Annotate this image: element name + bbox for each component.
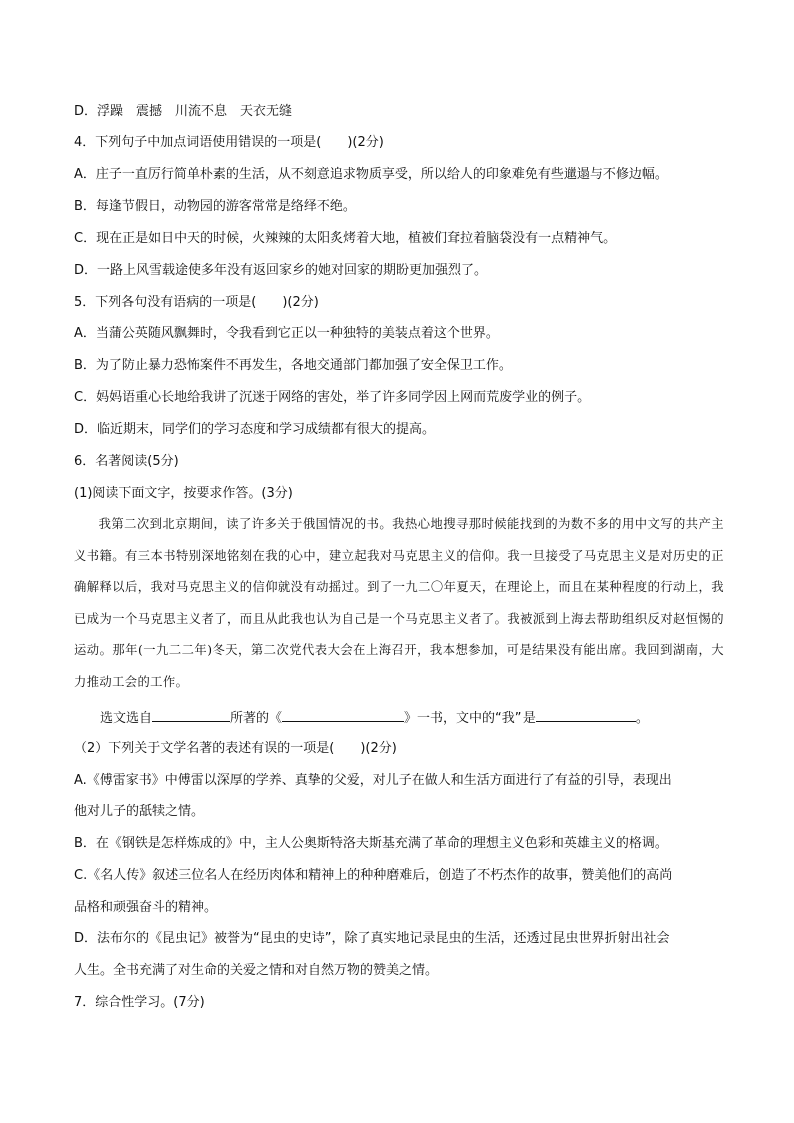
q6-part2-stem: （2）下列关于文学名著的表述有误的一项是( )(2分)	[74, 741, 397, 756]
q6-part2-option-d-line1: D．法布尔的《昆虫记》被誉为“昆虫的史诗”，除了真实地记录昆虫的生活，还透过昆虫世界折射出社会	[74, 931, 670, 946]
q6-part2-option-c-line2: 品格和顽强奋斗的精神。	[74, 900, 218, 915]
q3-option-d: D．浮躁 震撼 川流不息 天衣无缝	[74, 104, 293, 119]
fill-text-3: 》一书，文中的	[404, 711, 496, 726]
q6-part2-option-a-line1: A.《傅雷家书》中傅雷以深厚的学养、真挚的父爱，对儿子在做人和生活方面进行了有益的引导，表现出	[74, 773, 672, 788]
q7-stem: 7．综合性学习。(7分)	[74, 995, 205, 1010]
q6-part2-option-b: B．在《钢铁是怎样炼成的》中，主人公奥斯特洛夫斯基充满了革命的理想主义色彩和英雄主义的格调。	[74, 836, 668, 851]
fill-text-4: “我”	[495, 711, 522, 726]
q5-stem: 5．下列各句没有语病的一项是( )(2分)	[74, 295, 319, 310]
narrator-blank[interactable]	[536, 707, 636, 722]
q6-part2-option-c-line1: C.《名人传》叙述三位名人在经历肉体和精神上的种种磨难后，创造了不朽杰作的故事，赞美他们的高尚	[74, 868, 673, 883]
q4-option-a: A．庄子一直厉行简单朴素的生活，从不刻意追求物质享受，所以给人的印象难免有些邋遢与不修边幅。	[74, 167, 668, 182]
book-title-blank[interactable]	[282, 707, 404, 722]
fill-text-2: 所著的《	[230, 711, 283, 726]
q5-option-c: C．妈妈语重心长地给我讲了沉迷于网络的害处，举了许多同学因上网而荒废学业的例子。	[74, 390, 591, 405]
q6-stem: 6．名著阅读(5分)	[74, 454, 179, 469]
q4-option-c: C．现在正是如日中天的时候，火辣辣的太阳炙烤着大地，植被们耷拉着脑袋没有一点精神气。	[74, 231, 617, 246]
q6-part1-stem: (1)阅读下面文字，按要求作答。(3分)	[74, 486, 293, 501]
reading-passage: 我第二次到北京期间，读了许多关于俄国情况的书。我热心地搜寻那时候能找到的为数不多的用中文写的共产主义书籍。有三本书特别深地铭刻在我的心中，建立起我对马克思主义的信仰。我一旦接受了马克思主义是对历史的正确解释以后，我对马克思主义的信仰就没有动摇过。到了一九二〇年夏天，在理论上，而且在某种程度的行动上，我已成为一个马克思主义者了，而且从此我也认为自己是一个马克思主义者了。我被派到上海去帮助组织反对赵恒惕的运动。那年(一九二二年)冬天，第二次党代表大会在上海召开，我本想参加，可是结果没有能出席。我回到湖南，大力推动工会的工作。	[74, 517, 724, 689]
q4-option-d: D．一路上风雪载途使多年没有返回家乡的她对回家的期盼更加强烈了。	[74, 263, 488, 278]
q5-option-d: D．临近期末，同学们的学习态度和学习成绩都有很大的提高。	[74, 422, 436, 437]
q6-part2-option-d-line2: 人生。全书充满了对生命的关爱之情和对自然万物的赞美之情。	[74, 963, 439, 978]
fill-text-6: 。	[635, 711, 649, 726]
q6-part2-option-a-line2: 他对儿子的舐犊之情。	[74, 804, 205, 819]
q5-option-a: A．当蒲公英随风飘舞时，令我看到它正以一种独特的美装点着这个世界。	[74, 326, 499, 341]
q4-option-b: B．每逢节假日，动物园的游客常常是络绎不绝。	[74, 199, 356, 214]
fill-text-5: 是	[522, 711, 536, 726]
q4-stem: 4．下列句子中加点词语使用错误的一项是( )(2分)	[74, 135, 384, 150]
author-blank[interactable]	[152, 707, 230, 722]
fill-text-1: 选文选自	[100, 711, 153, 726]
q5-option-b: B．为了防止暴力恐怖案件不再发生，各地交通部门都加强了安全保卫工作。	[74, 358, 512, 373]
fill-in-line	[100, 707, 760, 729]
